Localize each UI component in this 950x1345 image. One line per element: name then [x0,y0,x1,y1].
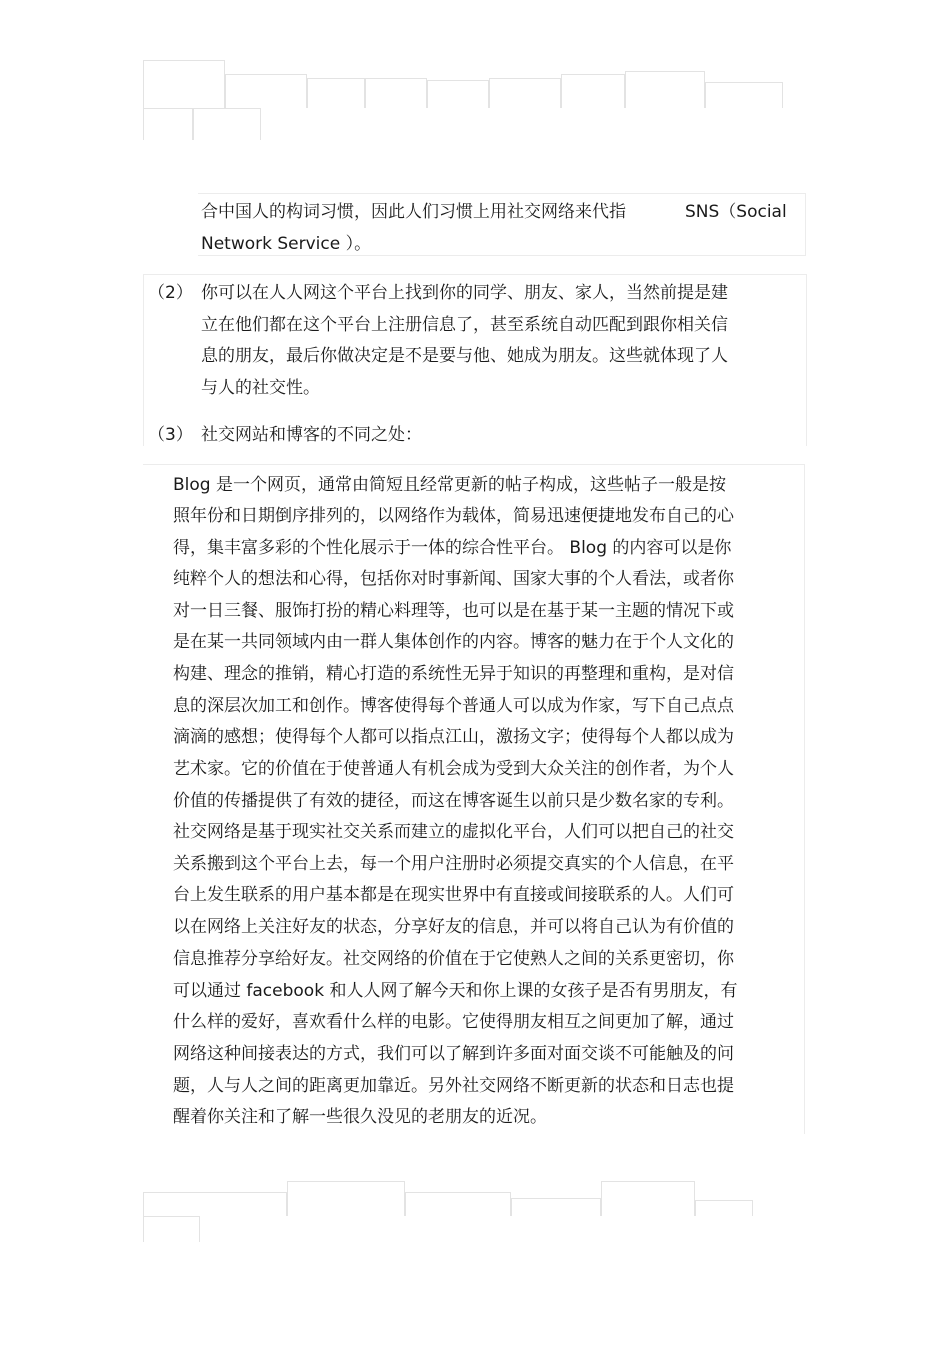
body-line: 是在某一共同领域内由一群人集体创作的内容。博客的魅力在于个人文化的 [173,632,734,652]
intro-line-1: 合中国人的构词习惯，因此人们习惯上用社交网络来代指 [201,202,626,222]
body-line: 照年份和日期倒序排列的，以网络作为载体，简易迅速便捷地发布自己的心 [173,506,734,526]
item2-number: （2） [148,283,193,303]
body-line: 得，集丰富多彩的个性化展示于一体的综合性平台。 Blog 的内容可以是你 [173,538,732,558]
body-line: 可以通过 facebook 和人人网了解今天和你上课的女孩子是否有男朋友，有 [173,981,738,1001]
body-line: 息的深层次加工和创作。博客使得每个普通人可以成为作家，写下自己点点 [173,696,734,716]
body-line: 题，人与人之间的距离更加靠近。另外社交网络不断更新的状态和日志也提 [173,1076,734,1096]
body-line: 网络这种间接表达的方式，我们可以了解到许多面对面交谈不可能触及的问 [173,1044,734,1064]
body-line: 对一日三餐、服饰打扮的精心料理等，也可以是在基于某一主题的情况下或 [173,601,734,621]
item3-number: （3） [148,425,193,445]
body-line: 价值的传播提供了有效的捷径，而这在博客诞生以前只是少数名家的专利。 [173,791,734,811]
body-line: 纯粹个人的想法和心得，包括你对时事新闻、国家大事的个人看法，或者你 [173,569,734,589]
body-line: 以在网络上关注好友的状态，分享好友的信息，并可以将自己认为有价值的 [173,917,734,937]
intro-trailing: SNS（Social [685,202,787,222]
body-line: 什么样的爱好，喜欢看什么样的电影。它使得朋友相互之间更加了解，通过 [173,1012,734,1032]
item2-line: 与人的社交性。 [201,378,320,398]
body-line: 关系搬到这个平台上去，每一个用户注册时必须提交真实的个人信息，在平 [173,854,734,874]
body-line: 醒着你关注和了解一些很久没见的老朋友的近况。 [173,1107,547,1127]
item2-line: 你可以在人人网这个平台上找到你的同学、朋友、家人，当然前提是建 [201,283,728,303]
item2-line: 息的朋友，最后你做决定是不是要与他、她成为朋友。这些就体现了人 [201,346,728,366]
item3-heading: 社交网站和博客的不同之处： [201,425,422,445]
body-line: 艺术家。它的价值在于使普通人有机会成为受到大众关注的创作者，为个人 [173,759,734,779]
body-line: 滴滴的感想；使得每个人都可以指点江山，激扬文字；使得每个人都以成为 [173,727,734,747]
body-line: 社交网络是基于现实社交关系而建立的虚拟化平台，人们可以把自己的社交 [173,822,734,842]
body-line: 台上发生联系的用户基本都是在现实世界中有直接或间接联系的人。人们可 [173,885,734,905]
body-line: Blog 是一个网页，通常由简短且经常更新的帖子构成，这些帖子一般是按 [173,475,726,495]
body-line: 构建、理念的推销，精心打造的系统性无异于知识的再整理和重构，是对信 [173,664,734,684]
intro-line-2: Network Service ）。 [201,234,372,254]
body-line: 信息推荐分享给好友。社交网络的价值在于它使熟人之间的关系更密切，你 [173,949,734,969]
item2-line: 立在他们都在这个平台上注册信息了，甚至系统自动匹配到跟你相关信 [201,315,728,335]
